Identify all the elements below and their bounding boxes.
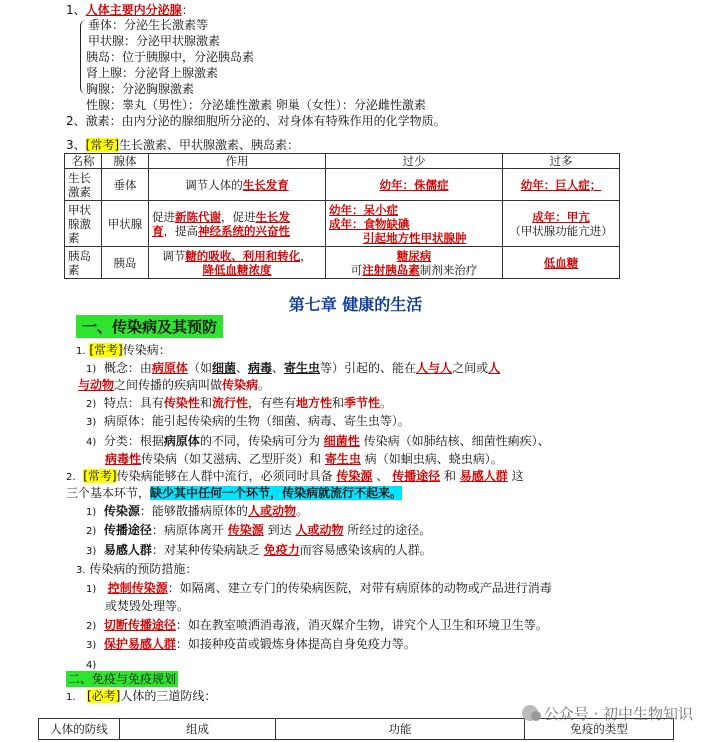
point-1: 1. [常考]传染病：	[76, 343, 171, 357]
category-line-2: 病毒性传染病（如艾滋病、乙型肝炎）和 寄生虫 病（如蛔虫病、蛲虫病）。	[105, 452, 503, 466]
table-header-row	[65, 154, 620, 169]
table-header: 过多	[503, 154, 620, 169]
gland-sex: 性腺：睾丸（男性）：分泌雄性激素 卵巢（女性）：分泌雌性激素	[86, 98, 426, 112]
table-header: 腺体	[102, 154, 149, 169]
hormone-name: 甲状腺激素	[65, 201, 102, 247]
hormone-excess: 幼年：巨人症；	[503, 169, 620, 201]
point-4: 1. [必考]人体的三道防线：	[66, 689, 217, 703]
hormone-deficiency: 幼年：侏儒症	[326, 169, 503, 201]
gland-item: 胰岛：位于胰腺中，分泌胰岛素	[86, 50, 255, 64]
watermark: 公众号 · 初中生物知识	[522, 703, 693, 724]
table-header: 过少	[326, 154, 503, 169]
table-row	[65, 201, 620, 247]
hormone-table	[64, 153, 620, 279]
source-line: 1) 传染源：能够散播病原体的人或动物。	[86, 504, 308, 518]
point-2-cont: 三个基本环节，缺少其中任何一个环节，传染病就流行不起来。	[66, 486, 403, 500]
point-2: 2. [常考]传染病能够在人群中流行，必须同时具备 传染源 、 传播途径 和 易感人群 这	[66, 469, 524, 483]
hormone-function: 调节糖的吸收、利用和转化， 降低血糖浓度	[149, 247, 326, 279]
subsection-heading: 二、免疫与免疫规划	[68, 672, 177, 686]
concept-line-2: 与动物之间传播的疾病叫做传染病。	[78, 378, 271, 392]
hormone-function: 促进新陈代谢，促进生长发 育，提高神经系统的兴奋性	[149, 201, 326, 247]
gland-item: 胸腺：分泌胸腺激素	[86, 82, 195, 96]
hormone-name: 胰岛素	[65, 247, 102, 279]
feature-line: 2) 特点：具有传染性和流行性，有些有地方性和季节性。	[86, 396, 393, 410]
table-header: 功能	[276, 719, 525, 740]
section2-text: 2、激素：由内分泌的腺细胞所分泌的、对身体有特殊作用的化学物质。	[66, 114, 446, 128]
measure-2: 2) 切断传播途径：如在教室喷洒消毒液，消灭媒介生物，讲究个人卫生和环境卫生等。	[86, 618, 548, 632]
section3-heading: 3、[常考]生长激素、甲状腺激素、胰岛素：	[66, 138, 300, 152]
route-line: 2) 传播途径：病原体离开 传染源 到达 人或动物 所经过的途径。	[86, 523, 432, 537]
category-line: 4) 分类：根据病原体的不同，传染病可分为 细菌性 传染病（如肺结核、细菌性痢疾）、	[86, 434, 550, 448]
section1-heading: 1、人体主要内分泌腺：	[66, 3, 194, 17]
table-header: 组成	[120, 719, 276, 740]
wechat-icon	[522, 705, 538, 721]
measure-3: 3) 保护易感人群：如接种疫苗或锻炼身体提高自身免疫力等。	[86, 637, 416, 651]
table-row	[65, 169, 620, 201]
measure-1: 1) 控制传染源：如隔离、建立专门的传染病医院，对带有病原体的动物或产品进行消毒	[86, 581, 552, 595]
measure-1-cont: 或焚毁处理等。	[105, 599, 190, 613]
gland-item: 甲状腺：分泌甲状腺激素	[88, 34, 221, 48]
hormone-deficiency: 糖尿病 可注射胰岛素制剂来治疗	[326, 247, 503, 279]
section-heading: 一、传染病及其预防	[76, 315, 223, 338]
hormone-excess: 低血糖	[503, 247, 620, 279]
table-header: 免疫的类型	[525, 719, 674, 740]
table-header: 人体的防线	[39, 719, 120, 740]
hormone-function: 调节人体的生长发育	[149, 169, 326, 201]
table-row	[65, 247, 620, 279]
chapter-title: 第七章 健康的生活	[288, 295, 423, 314]
gland-name: 垂体	[102, 169, 149, 201]
susceptible-line: 3) 易感人群：对某种传染病缺乏 免疫力而容易感染该病的人群。	[86, 543, 432, 557]
hormone-name: 生长激素	[65, 169, 102, 201]
pathogen-line: 3) 病原体：能引起传染病的生物（细菌、病毒、寄生虫等）。	[86, 414, 410, 428]
table-header: 作用	[149, 154, 326, 169]
gland-item: 垂体：分泌生长激素等	[88, 18, 209, 32]
gland-name: 甲状腺	[102, 201, 149, 247]
table-header: 名称	[65, 154, 102, 169]
gland-name: 胰岛	[102, 247, 149, 279]
point-3: 3. 传染病的预防措施：	[76, 562, 198, 576]
hormone-deficiency: 幼年：呆小症 成年：食物缺碘 引起地方性甲状腺肿	[326, 201, 503, 247]
measure-4: 4)	[86, 660, 97, 671]
concept-line: 1) 概念：由病原体（如细菌、病毒、寄生虫等）引起的、能在人与人之间或人	[86, 361, 501, 375]
gland-item: 肾上腺：分泌肾上腺激素	[86, 66, 219, 80]
hormone-excess: 成年：甲亢 （甲状腺功能亢进）	[503, 201, 620, 247]
